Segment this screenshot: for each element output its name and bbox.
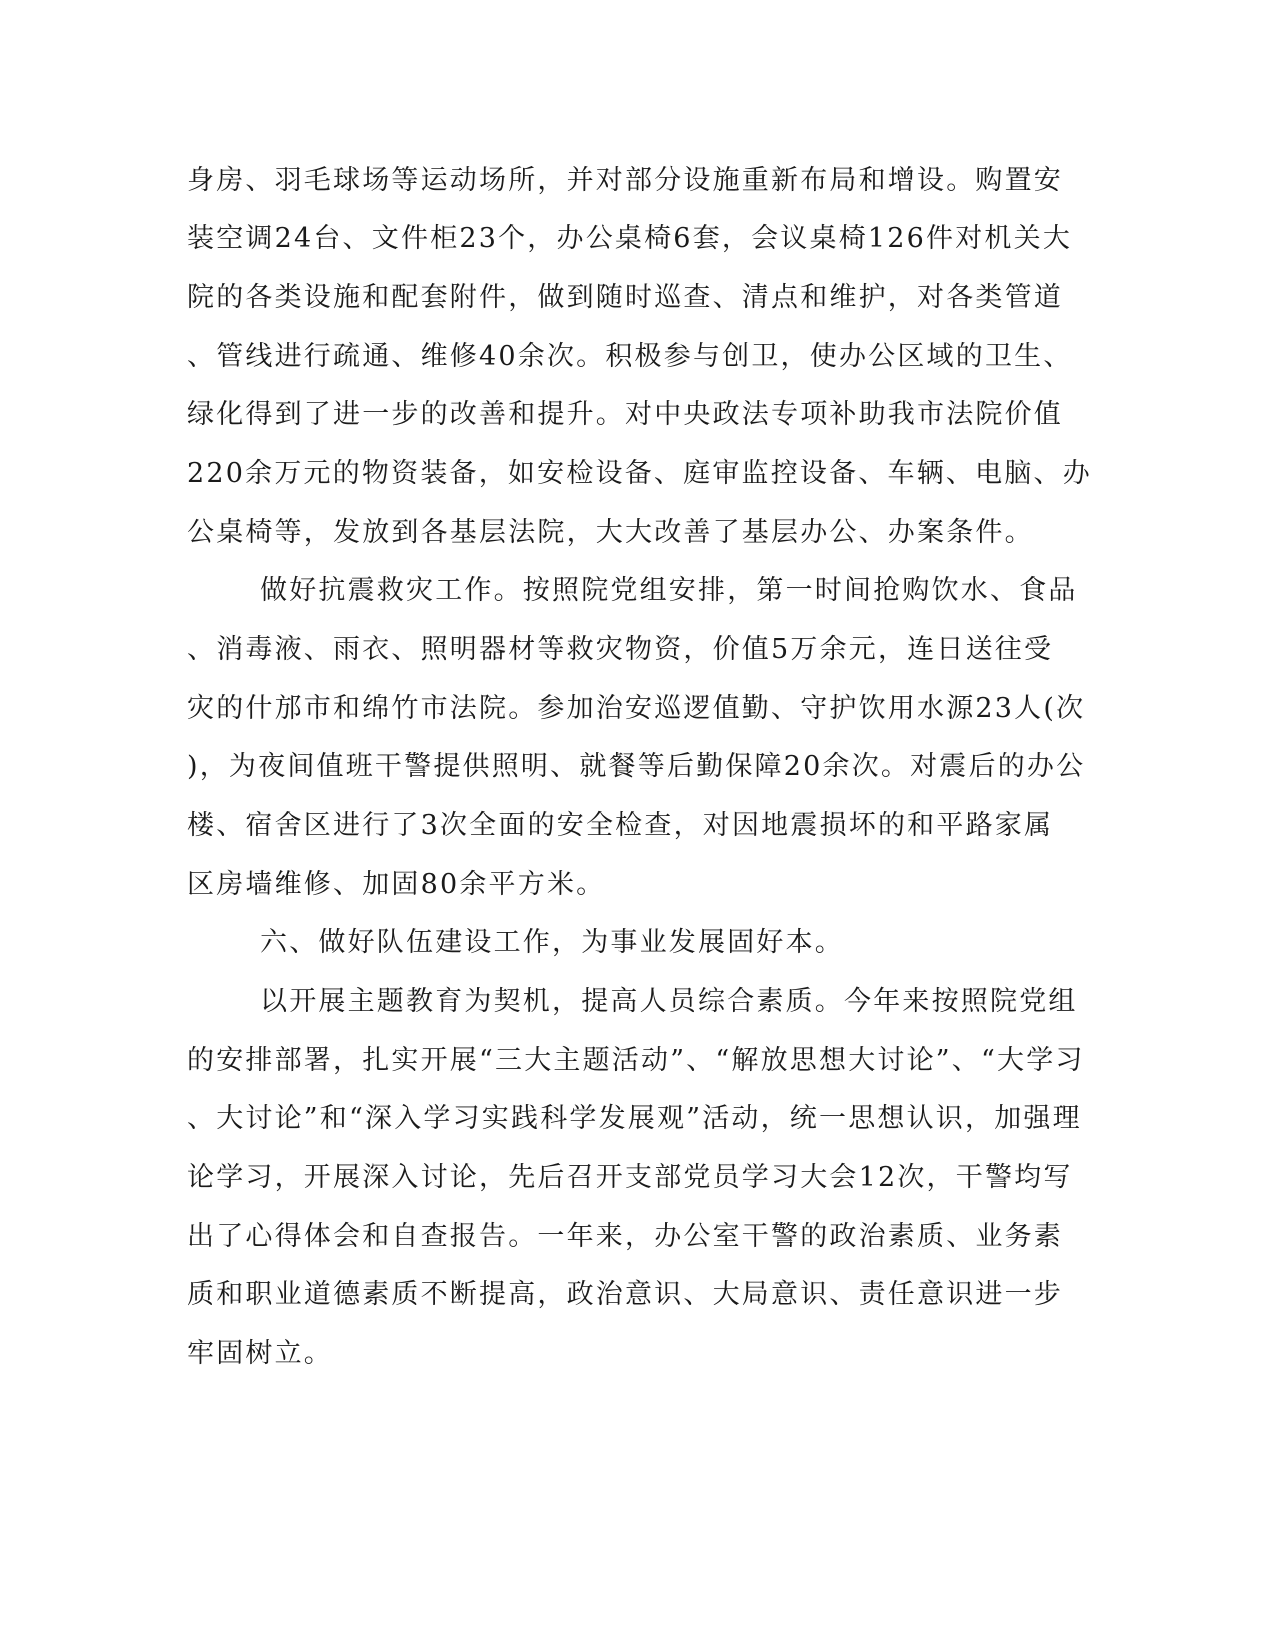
body-line-13: 区房墙维修、加固80余平方米。: [187, 869, 606, 900]
body-line-3: 院的各类设施和配套附件，做到随时巡查、清点和维护，对各类管道: [187, 282, 1063, 313]
body-line-9: 、消毒液、雨衣、照明器材等救灾物资，价值5万余元，连日送往受: [187, 634, 1054, 665]
body-line-19: 出了心得体会和自查报告。一年来，办公室干警的政治素质、业务素: [187, 1221, 1063, 1252]
body-line-18: 论学习，开展深入讨论，先后召开支部党员学习大会12次，干警均写: [187, 1162, 1073, 1193]
body-line-1: 身房、羽毛球场等运动场所，并对部分设施重新布局和增设。购置安: [187, 165, 1063, 196]
body-line-11: )，为夜间值班干警提供照明、就餐等后勤保障20余次。对震后的办公: [187, 751, 1086, 782]
body-line-16: 的安排部署，扎实开展“三大主题活动”、“解放思想大讨论”、“大学习: [187, 1045, 1085, 1076]
body-line-21: 牢固树立。: [187, 1338, 333, 1369]
paragraph-start-earthquake-relief: 做好抗震救灾工作。按照院党组安排，第一时间抢购饮水、食品: [260, 575, 1078, 606]
body-line-12: 楼、宿舍区进行了3次全面的安全检查，对因地震损坏的和平路家属: [187, 810, 1054, 841]
body-line-2: 装空调24台、文件柜23个，办公桌椅6套，会议桌椅126件对机关大: [187, 223, 1073, 254]
body-line-7: 公桌椅等，发放到各基层法院，大大改善了基层办公、办案条件。: [187, 517, 1034, 548]
body-line-20: 质和职业道德素质不断提高，政治意识、大局意识、责任意识进一步: [187, 1279, 1063, 1310]
body-line-10: 灾的什邡市和绵竹市法院。参加治安巡逻值勤、守护饮用水源23人(次: [187, 693, 1086, 724]
body-line-17: 、大讨论”和“深入学习实践科学发展观”活动，统一思想认识，加强理: [187, 1103, 1082, 1134]
paragraph-start-theme-education: 以开展主题教育为契机，提高人员综合素质。今年来按照院党组: [260, 986, 1078, 1017]
body-line-5: 绿化得到了进一步的改善和提升。对中央政法专项补助我市法院价值: [187, 399, 1063, 430]
section-heading-six: 六、做好队伍建设工作，为事业发展固好本。: [260, 927, 844, 958]
body-line-4: 、管线进行疏通、维修40余次。积极参与创卫，使办公区域的卫生、: [187, 341, 1073, 372]
body-line-6: 220余万元的物资装备，如安检设备、庭审监控设备、车辆、电脑、办: [187, 458, 1092, 489]
